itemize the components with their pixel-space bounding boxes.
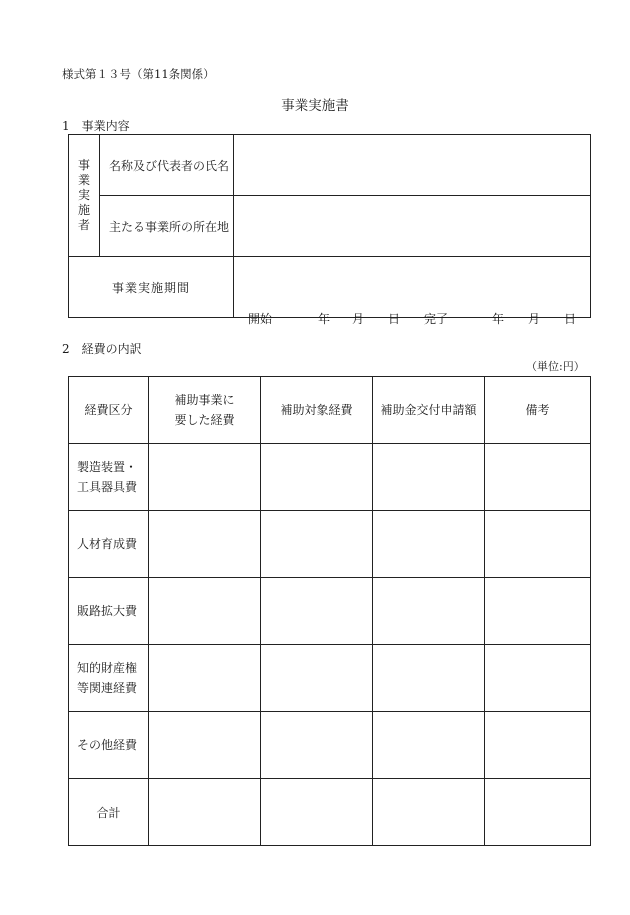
col-header-subsidy-amount-label: 補助金交付申請額 bbox=[380, 403, 477, 417]
amount-cell[interactable] bbox=[373, 444, 485, 511]
office-address-field[interactable] bbox=[234, 196, 591, 257]
amount-cell[interactable] bbox=[261, 779, 373, 846]
name-representative-label-cell bbox=[100, 135, 234, 196]
period-start-year: 年 bbox=[318, 312, 331, 326]
implementer-label-cell bbox=[69, 135, 100, 257]
remarks-cell[interactable] bbox=[485, 712, 591, 779]
amount-cell[interactable] bbox=[261, 645, 373, 712]
col-header-eligible-expense bbox=[261, 377, 373, 444]
col-header-eligible-expense-label: 補助対象経費 bbox=[280, 403, 353, 417]
row-category-cell bbox=[69, 712, 149, 779]
period-end-label: 完了 bbox=[424, 312, 449, 326]
row-category-label: 知的財産権 等関連経費 bbox=[77, 661, 138, 695]
total-label: 合計 bbox=[96, 805, 121, 820]
amount-cell[interactable] bbox=[373, 645, 485, 712]
period-start-month: 月 bbox=[352, 312, 365, 326]
section1-heading: 1 事業内容 bbox=[62, 119, 130, 133]
amount-cell[interactable] bbox=[149, 712, 261, 779]
unit-note: （単位:円） bbox=[526, 360, 585, 373]
remarks-cell[interactable] bbox=[485, 444, 591, 511]
row-category-label: 人材育成費 bbox=[77, 537, 138, 551]
col-header-project-expense bbox=[149, 377, 261, 444]
row-category-cell bbox=[69, 444, 149, 511]
period-end-day: 日 bbox=[564, 312, 577, 326]
amount-cell[interactable] bbox=[373, 779, 485, 846]
col-header-project-expense-label: 補助事業に 要した経費 bbox=[174, 393, 235, 427]
row-category-cell bbox=[69, 511, 149, 578]
name-representative-field[interactable] bbox=[234, 135, 591, 196]
name-representative-label: 名称及び代表者の氏名 bbox=[109, 158, 230, 173]
implementer-label: 事業実施者 bbox=[77, 158, 90, 232]
period-label-cell bbox=[69, 257, 234, 318]
remarks-cell[interactable] bbox=[485, 578, 591, 645]
amount-cell[interactable] bbox=[149, 578, 261, 645]
row-category-cell bbox=[69, 578, 149, 645]
row-category-cell bbox=[69, 645, 149, 712]
form-number: 様式第１３号（第11条関係） bbox=[62, 67, 215, 81]
table-row bbox=[69, 645, 591, 712]
row-category-label: 製造装置・ 工具器具費 bbox=[77, 460, 138, 494]
period-start-label: 開始 bbox=[248, 312, 273, 326]
amount-cell[interactable] bbox=[149, 511, 261, 578]
table-row bbox=[69, 444, 591, 511]
col-header-category bbox=[69, 377, 149, 444]
row-category-label: その他経費 bbox=[77, 738, 138, 752]
remarks-cell[interactable] bbox=[485, 511, 591, 578]
amount-cell[interactable] bbox=[261, 712, 373, 779]
amount-cell[interactable] bbox=[373, 511, 485, 578]
amount-cell[interactable] bbox=[373, 712, 485, 779]
col-header-remarks bbox=[485, 377, 591, 444]
col-header-category-label: 経費区分 bbox=[84, 403, 133, 417]
amount-cell[interactable] bbox=[149, 645, 261, 712]
table-row bbox=[69, 578, 591, 645]
period-label: 事業実施期間 bbox=[111, 280, 190, 295]
amount-cell[interactable] bbox=[149, 444, 261, 511]
office-address-label-cell bbox=[100, 196, 234, 257]
table-row bbox=[69, 712, 591, 779]
remarks-cell[interactable] bbox=[485, 779, 591, 846]
section2-heading: 2 経費の内訳 bbox=[62, 342, 142, 356]
table-row bbox=[69, 511, 591, 578]
expense-breakdown-table bbox=[68, 376, 591, 846]
period-end-year: 年 bbox=[492, 312, 505, 326]
period-start-day: 日 bbox=[388, 312, 401, 326]
header-row bbox=[69, 377, 591, 444]
amount-cell[interactable] bbox=[261, 511, 373, 578]
total-label-cell bbox=[69, 779, 149, 846]
business-content-table bbox=[68, 134, 591, 326]
row-category-label: 販路拡大費 bbox=[77, 604, 138, 618]
amount-cell[interactable] bbox=[261, 444, 373, 511]
period-field[interactable] bbox=[234, 257, 591, 326]
amount-cell[interactable] bbox=[373, 578, 485, 645]
col-header-remarks-label: 備考 bbox=[525, 403, 550, 417]
document-title: 事業実施書 bbox=[281, 98, 349, 114]
amount-cell[interactable] bbox=[261, 578, 373, 645]
period-end-month: 月 bbox=[528, 312, 541, 326]
total-row bbox=[69, 779, 591, 846]
col-header-subsidy-amount bbox=[373, 377, 485, 444]
amount-cell[interactable] bbox=[149, 779, 261, 846]
remarks-cell[interactable] bbox=[485, 645, 591, 712]
office-address-label: 主たる事業所の所在地 bbox=[109, 219, 230, 234]
